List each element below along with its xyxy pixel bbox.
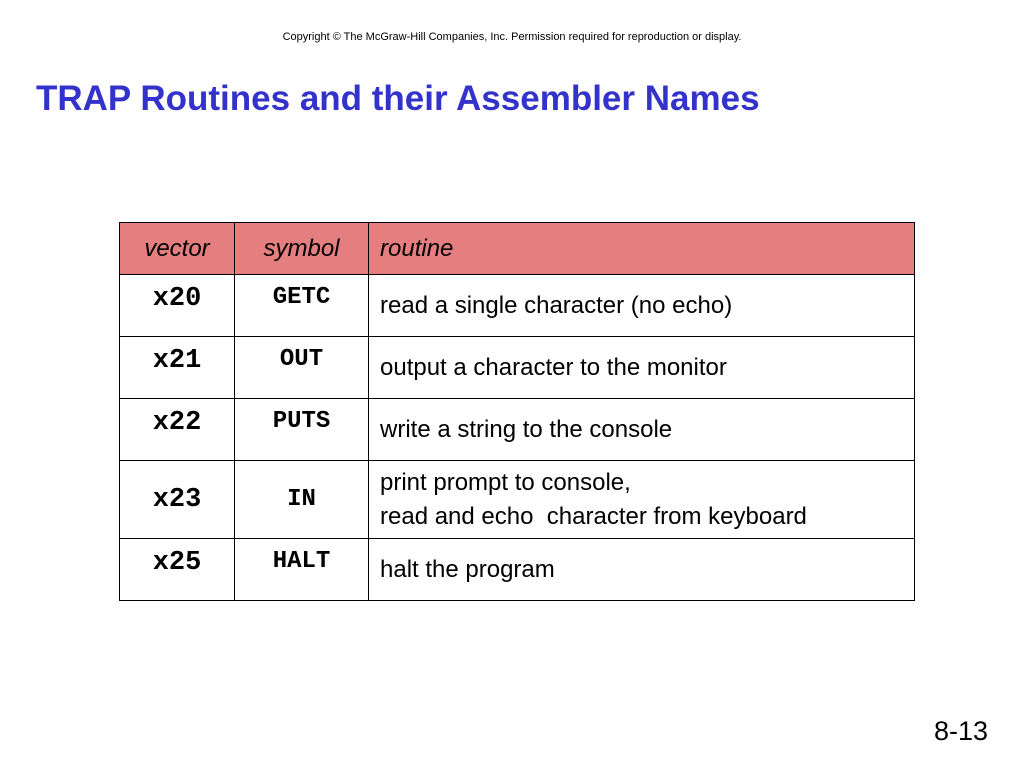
routine-text: read a single character (no echo) <box>380 291 733 319</box>
routine-text: read and echo character from keyboard <box>380 502 807 530</box>
symbol-cell: OUT <box>235 337 369 399</box>
vector-cell: x22 <box>120 399 235 461</box>
vector-cell: x21 <box>120 337 235 399</box>
table-row <box>120 461 915 539</box>
header-routine: routine <box>369 223 915 275</box>
routine-cell <box>369 399 915 461</box>
table-row <box>120 539 915 601</box>
vector-cell: x25 <box>120 539 235 601</box>
slide-title: TRAP Routines and their Assembler Names <box>36 79 760 118</box>
vector-cell: x23 <box>120 461 235 539</box>
symbol-cell: IN <box>235 461 369 539</box>
routine-text: output a character to the monitor <box>380 353 727 381</box>
header-vector: vector <box>120 223 235 275</box>
page-number: 8-13 <box>933 716 988 746</box>
routine-text: halt the program <box>380 555 555 583</box>
routine-cell <box>369 539 915 601</box>
table-row <box>120 275 915 337</box>
header-symbol: symbol <box>235 223 369 275</box>
trap-routines-table <box>119 222 915 601</box>
symbol-cell: HALT <box>235 539 369 601</box>
routine-cell <box>369 461 915 539</box>
symbol-cell: PUTS <box>235 399 369 461</box>
symbol-cell: GETC <box>235 275 369 337</box>
table-row <box>120 337 915 399</box>
routine-cell <box>369 275 915 337</box>
routine-text: write a string to the console <box>380 415 673 443</box>
routine-text: print prompt to console, <box>380 468 631 496</box>
copyright-notice: Copyright © The McGraw-Hill Companies, Inc. Permission required for reproduction or display. <box>282 31 742 43</box>
table-row <box>120 399 915 461</box>
table-header-row <box>120 223 915 275</box>
vector-cell: x20 <box>120 275 235 337</box>
routine-cell <box>369 337 915 399</box>
